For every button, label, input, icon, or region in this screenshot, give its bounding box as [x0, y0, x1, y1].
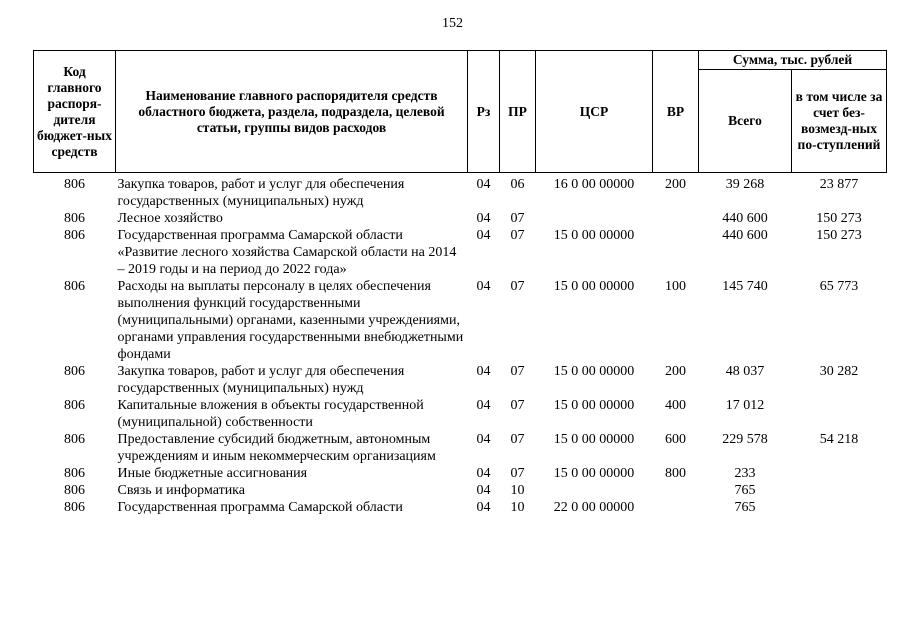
cell-pr: 07 [510, 398, 525, 413]
cell-csr: 15 0 00 00000 [553, 398, 635, 413]
cell-vr [653, 227, 699, 278]
cell-grant: 65 773 [819, 279, 859, 294]
cell-pr: 06 [510, 177, 525, 192]
header-code: Код главного распоря-дителя бюджет-ных средств [34, 51, 116, 173]
cell-vr [653, 482, 699, 499]
cell-total: 48 037 [725, 364, 765, 379]
cell-name: Государственная программа Самарской области «Развитие лесного хозяйства Самарской области на 2014 – 2019 годы и на период до 2022 года» [117, 228, 457, 277]
cell-grant: 54 218 [819, 432, 859, 447]
cell-grant [792, 482, 887, 499]
cell-csr: 16 0 00 00000 [553, 177, 635, 192]
header-grant: в том числе за счет без-возмезд-ных по-ступлений [792, 70, 887, 173]
cell-rz: 04 [476, 483, 491, 498]
cell-rz: 04 [476, 500, 491, 515]
cell-csr: 15 0 00 00000 [553, 279, 635, 294]
cell-vr [653, 210, 699, 227]
cell-total: 145 740 [722, 279, 768, 294]
cell-total: 765 [734, 483, 756, 498]
cell-grant: 150 273 [816, 211, 862, 226]
table-row [34, 278, 887, 363]
table-row [34, 499, 887, 516]
table-body [34, 173, 887, 517]
cell-grant [792, 397, 887, 431]
cell-code: 806 [64, 279, 85, 294]
cell-vr: 200 [665, 364, 686, 379]
cell-total: 440 600 [722, 211, 768, 226]
cell-vr: 400 [665, 398, 686, 413]
cell-code: 806 [64, 500, 85, 515]
cell-vr: 600 [665, 432, 686, 447]
cell-vr: 100 [665, 279, 686, 294]
cell-grant [792, 499, 887, 516]
cell-name: Иные бюджетные ассигнования [117, 466, 308, 481]
cell-rz: 04 [476, 211, 491, 226]
cell-name: Закупка товаров, работ и услуг для обеспечения государственных (муниципальных) нужд [117, 364, 405, 396]
cell-pr: 07 [510, 228, 525, 243]
cell-vr: 200 [665, 177, 686, 192]
cell-name: Расходы на выплаты персоналу в целях обеспечения выполнения функций государственными (муниципальными) органами, казенными учреждениями, органами управления государственными внебюджетными фондами [117, 279, 464, 362]
cell-total: 229 578 [722, 432, 768, 447]
cell-rz: 04 [476, 364, 491, 379]
cell-pr: 07 [510, 211, 525, 226]
table-row [34, 431, 887, 465]
table-row [34, 363, 887, 397]
cell-pr: 07 [510, 432, 525, 447]
cell-code: 806 [64, 211, 85, 226]
cell-total: 233 [734, 466, 756, 481]
cell-grant: 30 282 [819, 364, 859, 379]
header-rz: Рз [468, 51, 500, 173]
cell-code: 806 [64, 466, 85, 481]
cell-pr: 10 [510, 483, 525, 498]
table-row [34, 482, 887, 499]
cell-code: 806 [64, 364, 85, 379]
cell-total: 17 012 [725, 398, 765, 413]
cell-rz: 04 [476, 177, 491, 192]
cell-grant: 150 273 [816, 228, 862, 243]
cell-csr [536, 482, 653, 499]
cell-code: 806 [64, 432, 85, 447]
table-row [34, 397, 887, 431]
cell-rz: 04 [476, 279, 491, 294]
header-name: Наименование главного распорядителя средств областного бюджета, раздела, подраздела, целевой статьи, группы видов расходов [116, 51, 468, 173]
page-number: 152 [442, 16, 463, 31]
cell-csr: 22 0 00 00000 [553, 500, 635, 515]
cell-code: 806 [64, 398, 85, 413]
header-pr: ПР [500, 51, 536, 173]
cell-csr: 15 0 00 00000 [553, 228, 635, 243]
table-row [34, 210, 887, 227]
table-row [34, 173, 887, 211]
header-vr: ВР [653, 51, 699, 173]
cell-csr: 15 0 00 00000 [553, 432, 635, 447]
cell-code: 806 [64, 483, 85, 498]
cell-name: Предоставление субсидий бюджетным, автономным учреждениям и иным некоммерческим организациям [117, 432, 436, 464]
cell-pr: 07 [510, 466, 525, 481]
cell-rz: 04 [476, 432, 491, 447]
cell-rz: 04 [476, 228, 491, 243]
cell-name: Капитальные вложения в объекты государственной (муниципальной) собственности [117, 398, 424, 430]
cell-total: 765 [734, 500, 756, 515]
cell-name: Лесное хозяйство [117, 211, 223, 226]
header-sum-group: Сумма, тыс. рублей [699, 51, 887, 70]
cell-pr: 07 [510, 364, 525, 379]
cell-total: 440 600 [722, 228, 768, 243]
cell-grant: 23 877 [819, 177, 859, 192]
table-header [34, 51, 887, 173]
cell-rz: 04 [476, 466, 491, 481]
table-row [34, 227, 887, 278]
cell-csr: 15 0 00 00000 [553, 466, 635, 481]
cell-pr: 10 [510, 500, 525, 515]
cell-name: Закупка товаров, работ и услуг для обеспечения государственных (муниципальных) нужд [117, 177, 405, 209]
budget-table [33, 50, 887, 516]
cell-name: Государственная программа Самарской области [117, 500, 403, 515]
header-total: Всего [699, 70, 792, 173]
cell-rz: 04 [476, 398, 491, 413]
cell-vr: 800 [665, 466, 686, 481]
cell-code: 806 [64, 228, 85, 243]
cell-name: Связь и информатика [117, 483, 245, 498]
table-row [34, 465, 887, 482]
cell-code: 806 [64, 177, 85, 192]
cell-total: 39 268 [725, 177, 765, 192]
cell-csr: 15 0 00 00000 [553, 364, 635, 379]
cell-csr [536, 210, 653, 227]
cell-grant [792, 465, 887, 482]
cell-vr [653, 499, 699, 516]
cell-pr: 07 [510, 279, 525, 294]
header-csr: ЦСР [536, 51, 653, 173]
